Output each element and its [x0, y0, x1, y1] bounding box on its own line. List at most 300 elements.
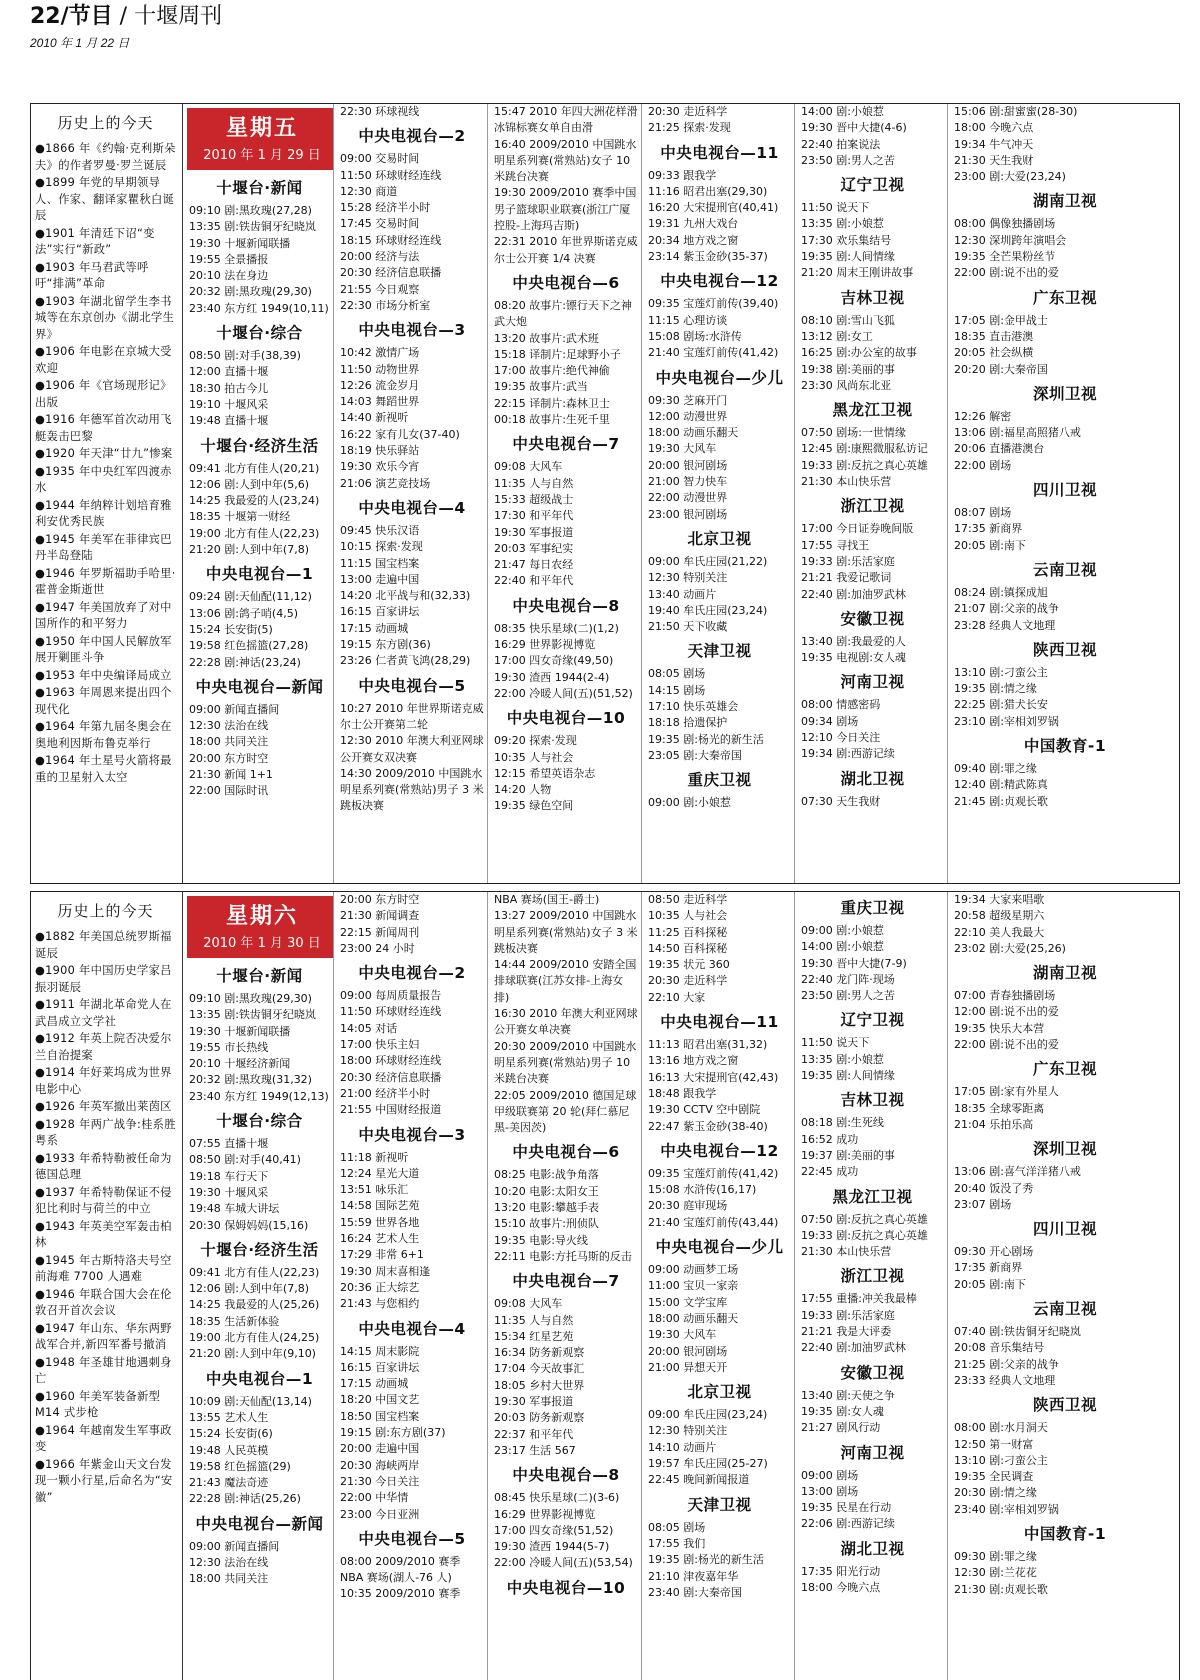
channel-heading: 中国教育-1 [1023, 737, 1107, 756]
program-listing: 08:20 故事片:镖行天下之神武大炮 [494, 298, 632, 329]
program-listing: 09:10 剧:黑玫瑰(29,30) [189, 992, 312, 1005]
program-listing: 23:07 剧场 [954, 1197, 1012, 1211]
program-listing: 09:34 剧场 [801, 714, 859, 728]
program-listing: 19:37 剧:美丽的事 [801, 1148, 895, 1162]
channel-heading: 湖北卫视 [840, 1539, 905, 1558]
history-item: ●1900 年中国历史学家吕振羽诞辰 [35, 964, 172, 994]
channel-heading: 河南卫视 [840, 673, 905, 692]
weekday-label: 星期五 [225, 116, 298, 141]
program-listing: 19:58 红色摇篮(27,28) [189, 639, 309, 653]
program-listing: 23:00 银河剧场 [648, 507, 728, 521]
channel-heading: 十堰台·经济生活 [200, 436, 319, 455]
program-listing: 17:00 四女奇缘(51,52) [494, 1523, 614, 1537]
program-listing: 11:15 心理访谈 [648, 313, 728, 327]
program-listing: 11:50 环球财经连线 [340, 1005, 442, 1019]
program-listing: 00:18 故事片:生死千里 [494, 413, 610, 427]
channel-heading: 吉林卫视 [840, 1091, 905, 1110]
program-listing: 15:08 剧场:水浒传 [648, 329, 742, 343]
channel-heading: 十堰台·新闻 [216, 967, 303, 985]
history-item: ●1882 年美国总统罗斯福诞辰 [35, 930, 172, 960]
program-listing: 19:00 北方有佳人(24,25) [189, 1331, 320, 1345]
program-listing: 19:35 剧:情之缘 [954, 682, 1037, 696]
program-listing: 16:30 2010 年澳大利亚网球公开赛女单决赛 [494, 1007, 638, 1037]
channel-heading: 陕西卫视 [1032, 640, 1097, 659]
channel-heading: 中央电视台—11 [660, 143, 779, 162]
program-listing: 17:00 四女奇缘(49,50) [494, 654, 614, 668]
program-listing: 09:00 剧:小娘惹 [801, 924, 884, 937]
program-listing: 20:20 剧:大秦帝国 [954, 362, 1048, 376]
history-item: ●1899 年党的早期领导人、作家、翻译家瞿秋白诞辰 [35, 176, 175, 222]
program-listing: 22:15 译制片:森林卫士 [494, 396, 610, 410]
history-item: ●1937 年希特勒保证不侵犯比利时与荷兰的中立 [35, 1185, 172, 1215]
program-listing: 15:24 长安街(6) [189, 1427, 273, 1441]
program-listing: 13:06 剧:福星高照猪八戒 [954, 426, 1081, 440]
channel-heading: 深圳卫视 [1032, 1140, 1097, 1159]
program-listing: 19:30 欢乐今宵 [340, 460, 420, 474]
program-listing: 23:00 今日亚洲 [340, 1507, 420, 1521]
history-item: ●1947 年山东、华东两野战军合并,新四军番号撤消 [35, 1321, 172, 1351]
channel-heading: 中央电视台—新闻 [195, 677, 324, 696]
program-listing: 22:00 国际时讯 [189, 784, 269, 798]
channel-heading: 中央电视台—8 [512, 596, 620, 615]
schedule-column [333, 892, 487, 1680]
program-listing: 08:05 剧场 [648, 667, 706, 681]
program-listing: 17:00 故事片:绝代神偷 [494, 364, 610, 378]
program-listing: 19:33 剧:乐活家庭 [801, 1308, 895, 1322]
program-listing: 18:48 跟我学 [648, 1086, 717, 1100]
program-listing: 09:45 快乐汉语 [340, 523, 420, 537]
program-listing: 22:47 紫玉金砂(38-40) [648, 1119, 768, 1133]
program-listing: 11:50 说天下 [801, 201, 870, 215]
program-listing: 16:15 百家讲坛 [340, 1360, 420, 1374]
program-listing: 19:30 十堰新闻联播 [189, 1024, 291, 1038]
program-listing: 22:37 和平年代 [494, 1427, 574, 1441]
program-listing: 19:18 车行天下 [189, 1169, 269, 1183]
program-listing: 19:30 军事报道 [494, 525, 574, 539]
program-listing: 09:33 跟我学 [648, 168, 717, 182]
program-listing: 19:58 红色摇篮(29) [189, 1459, 291, 1473]
program-listing: 20:36 正大综艺 [340, 1280, 420, 1294]
program-listing: 13:35 剧:铁齿铜牙纪晓岚 [189, 1008, 316, 1022]
program-listing: 17:05 剧:金甲战士 [954, 313, 1048, 327]
program-listing: 16:29 世界影视博览 [494, 1507, 596, 1521]
program-listing: 19:00 北方有佳人(22,23) [189, 526, 320, 540]
schedule-column [947, 104, 1179, 883]
program-listing: 21:30 新闻 1+1 [189, 768, 273, 782]
channel-heading: 天津卫视 [687, 642, 752, 661]
program-listing: 21:40 宝莲灯前传(43,44) [648, 1215, 779, 1229]
program-listing: 12:06 剧:人到中年(5,6) [189, 477, 309, 491]
program-listing: 12:24 星光大道 [340, 1166, 420, 1180]
program-listing: 16:15 百家讲坛 [340, 605, 420, 619]
program-listing: 09:10 剧:黑玫瑰(27,28) [189, 204, 312, 217]
program-listing: 19:30 2009/2010 赛季中国男子篮球职业联赛(浙江广厦控股-上海玛吉斯) [494, 186, 637, 233]
program-listing: 13:40 剧:天使之争 [801, 1388, 895, 1402]
program-listing: 21:20 剧:人到中年(7,8) [189, 543, 309, 557]
program-listing: 19:30 大风车 [648, 1328, 717, 1342]
program-listing: 07:40 剧:铁齿铜牙纪晓岚 [954, 1325, 1081, 1339]
program-listing: 23:00 24 小时 [340, 941, 415, 955]
program-listing: 08:05 剧场 [648, 1520, 706, 1534]
program-listing: 16:40 2009/2010 中国跳水明星系列赛(常熟站)女子 10 米跳台决赛 [494, 137, 637, 184]
channel-heading: 四川卫视 [1032, 481, 1097, 500]
program-listing: 22:45 成功 [801, 1165, 859, 1179]
history-item: ●1943 年英美空军轰击柏林 [35, 1219, 172, 1249]
program-listing: 20:30 经济信息联播 [340, 266, 442, 280]
program-listing: 19:34 剧:西游记续 [801, 747, 895, 761]
program-listing: 19:33 剧:乐活家庭 [801, 554, 895, 568]
channel-heading: 河南卫视 [840, 1443, 905, 1462]
channel-heading: 十堰台·经济生活 [200, 1240, 319, 1259]
history-item: ●1903 年湖北留学生李书城等在东京创办《湖北学生界》 [35, 294, 175, 341]
schedule-column [641, 892, 794, 1680]
program-listing: 10:35 人与社会 [494, 750, 574, 764]
program-listing: 22:10 美人我最大 [954, 925, 1045, 939]
program-listing: 19:30 晋中大捷(7-9) [801, 956, 907, 970]
program-listing: 20:05 剧:南下 [954, 1277, 1026, 1291]
program-listing: 20:00 银河剧场 [648, 1344, 728, 1358]
program-listing: 15:28 经济半小时 [340, 201, 431, 215]
channel-heading: 中央电视台—12 [660, 272, 779, 291]
program-listing: 21:50 天下收藏 [648, 620, 728, 634]
program-listing: 20:00 经济与法 [340, 250, 420, 264]
program-listing: 12:40 剧:精武陈真 [954, 778, 1048, 792]
program-listing: 23:40 剧:大秦帝国 [648, 1585, 742, 1599]
channel-heading: 广东卫视 [1032, 288, 1097, 307]
program-listing: 13:10 剧:刁蛮公主 [954, 665, 1048, 679]
program-listing: 23:14 紫玉金砂(35-37) [648, 250, 768, 264]
schedule-column [641, 104, 794, 883]
program-listing: 16:22 家有儿女(37-40) [340, 427, 460, 441]
program-listing: 07:30 天生我财 [801, 794, 881, 808]
program-listing: 22:40 和平年代 [494, 574, 574, 588]
history-item: ●1963 年周恩来提出四个现代化 [35, 686, 172, 716]
channel-heading: 十堰台·综合 [216, 324, 303, 343]
program-listing: 22:00 剧:说不出的爱 [954, 1038, 1059, 1052]
program-listing: 16:20 大宋提刑官(40,41) [648, 201, 779, 215]
program-listing: 09:08 大风车 [494, 460, 563, 474]
program-listing: 22:31 2010 年世界斯诺克威尔士公开赛 1/4 决赛 [494, 235, 638, 265]
program-listing: 21:00 经济半小时 [340, 1086, 431, 1100]
program-listing: 13:35 剧:小娘惹 [801, 217, 884, 231]
program-listing: 23:17 生活 567 [494, 1443, 576, 1457]
program-listing: 23:50 剧:男人之苦 [801, 153, 895, 167]
program-listing: 22:40 剧:加油罗武林 [801, 1341, 906, 1355]
program-listing: 20:30 剧:情之缘 [954, 1486, 1037, 1500]
program-listing: 09:30 芝麻开门 [648, 393, 728, 407]
program-listing: 19:48 车城大讲坛 [189, 1202, 280, 1216]
program-listing: 15:00 文学宝库 [648, 1295, 728, 1309]
program-listing: 11:13 昭君出塞(31,32) [648, 1038, 768, 1052]
program-listing: 19:40 牟氏庄园(23,24) [648, 603, 768, 617]
program-listing: 23:26 仁者黄飞鸿(28,29) [340, 654, 471, 668]
program-listing: 22:00 冷暖人间(五)(51,52) [494, 686, 633, 700]
history-item: ●1964 年土星号火箭将最重的卫星射入太空 [35, 754, 172, 784]
program-listing: 14:20 人物 [494, 783, 552, 797]
program-listing: 11:35 人与自然 [494, 476, 574, 490]
channel-heading: 中央电视台—6 [512, 1143, 620, 1162]
program-listing: 15:33 超级战士 [494, 492, 574, 506]
program-listing: 13:16 地方戏之窗 [648, 1054, 739, 1068]
program-listing: 09:00 每周质量报告 [340, 989, 442, 1003]
program-listing: 19:48 直播十堰 [189, 414, 269, 428]
channel-heading: 深圳卫视 [1032, 384, 1097, 403]
history-item: ●1906 年电影在京城大受欢迎 [35, 345, 172, 375]
program-listing: 19:35 电视剧:女人魂 [801, 651, 906, 665]
program-listing: 12:30 法治在线 [189, 719, 269, 733]
channel-heading: 中央电视台—7 [512, 435, 620, 454]
program-listing: 23:00 剧:大爱(23,24) [954, 170, 1066, 184]
channel-heading: 中国教育-1 [1023, 1525, 1107, 1544]
day-block-saturday [30, 891, 1180, 1680]
program-listing: 20:58 超级星期六 [954, 909, 1045, 923]
channel-heading: 中央电视台—少儿 [655, 1238, 784, 1257]
program-listing: 08:25 电影:战争角落 [494, 1168, 599, 1182]
program-listing: 19:35 剧:人间情缘 [801, 250, 895, 264]
program-listing: 22:00 剧场 [954, 458, 1012, 472]
publication-name: 十堰周刊 [134, 4, 223, 29]
program-listing: 19:30 渣西 1944(5-7) [494, 1540, 610, 1554]
program-listing: 14:15 剧场 [648, 683, 706, 697]
channel-heading: 中央电视台—5 [358, 676, 466, 695]
program-listing: 19:10 十堰风采 [189, 397, 269, 411]
program-listing: 18:19 快乐驿站 [340, 444, 420, 458]
program-listing: 22:28 剧:神话(23,24) [189, 655, 301, 669]
history-item: ●1916 年德军首次动用飞艇轰击巴黎 [35, 413, 172, 443]
channel-heading: 云南卫视 [1032, 560, 1097, 579]
channel-heading: 中央电视台—5 [358, 1529, 466, 1548]
program-listing: 08:10 剧:雪山飞狐 [801, 313, 895, 327]
program-listing: 15:59 世界各地 [340, 1215, 420, 1229]
program-listing: 12:45 剧:康熙微服私访记 [801, 442, 928, 456]
program-listing: 22:10 大家 [648, 990, 706, 1004]
channel-heading: 中央电视台—6 [512, 273, 620, 292]
channel-heading: 中央电视台—3 [358, 321, 466, 340]
schedule-column [487, 892, 641, 1680]
program-listing: 17:55 重播:冲关我最棒 [801, 1292, 917, 1306]
channel-heading: 中央电视台—3 [358, 1125, 466, 1144]
history-item: ●1903 年马君武等呼吁“排满”革命 [35, 260, 149, 290]
program-listing: 23:40 东方红 1949(12,13) [189, 1089, 329, 1103]
program-listing: NBA 赛场(国王-爵士) [494, 893, 600, 906]
history-item: ●1947 年美国放弃了对中国所作的和平努力 [35, 600, 172, 630]
program-listing: 23:02 剧:大爱(25,26) [954, 941, 1066, 955]
program-listing: 21:43 魔法奇迹 [189, 1476, 269, 1490]
program-listing: 14:40 新视听 [340, 411, 409, 425]
program-listing: 19:30 十堰新闻联播 [189, 236, 291, 250]
program-listing: 18:20 中国文艺 [340, 1393, 420, 1407]
program-listing: 15:24 长安街(5) [189, 622, 273, 636]
program-listing: 18:35 生活新体验 [189, 1314, 280, 1328]
program-listing: 17:35 新商界 [954, 522, 1023, 536]
program-listing: 18:05 乡村大世界 [494, 1378, 585, 1392]
program-listing: 08:18 剧:生死线 [801, 1116, 884, 1130]
program-listing: 08:00 2009/2010 赛季 NBA 赛场(湖人-76 人) [340, 1554, 461, 1585]
day-header [187, 896, 333, 958]
program-listing: 18:18 拾遗保护 [648, 716, 728, 730]
program-listing: 11:16 昭君出塞(29,30) [648, 184, 768, 198]
history-title: 历史上的今天 [57, 902, 154, 920]
history-item: ●1964 年第九届冬奥会在奥地利因斯布鲁克举行 [35, 720, 172, 750]
program-listing: 21:45 剧:贞观长歌 [954, 794, 1048, 808]
program-listing: 19:15 剧:东方剧(37) [340, 1426, 446, 1440]
program-listing: 20:05 剧:南下 [954, 538, 1026, 552]
program-listing: 14:15 周末影院 [340, 1344, 420, 1358]
channel-heading: 十堰台·综合 [216, 1112, 303, 1131]
program-listing: 20:30 走近科学 [648, 974, 728, 988]
program-listing: 12:06 剧:人到中年(7,8) [189, 1282, 309, 1296]
program-listing: 15:06 剧:甜蜜蜜(28-30) [954, 105, 1078, 118]
program-listing: 19:33 剧:反抗之真心英雄 [801, 458, 928, 472]
program-listing: 21:25 探索·发现 [648, 121, 731, 135]
history-item: ●1914 年好莱坞成为世界电影中心 [35, 1066, 172, 1096]
channel-heading: 湖南卫视 [1032, 964, 1097, 983]
channel-heading: 中央电视台—12 [660, 1141, 779, 1160]
program-listing: 08:00 剧:水月洞天 [954, 1421, 1048, 1435]
program-listing: 23:10 剧:宰相刘罗锅 [954, 714, 1059, 728]
program-listing: 19:30 十堰风采 [189, 1185, 269, 1199]
history-item: ●1933 年希特勒被任命为德国总理 [35, 1151, 172, 1181]
program-listing: 11:18 新视听 [340, 1150, 409, 1164]
program-listing: 17:30 欢乐集结号 [801, 233, 892, 247]
program-listing: 09:41 北方有佳人(22,23) [189, 1265, 320, 1279]
channel-heading: 中央电视台—4 [358, 1319, 466, 1338]
program-listing: 14:25 我最爱的人(23,24) [189, 494, 320, 508]
program-listing: 23:40 东方红 1949(10,11) [189, 301, 329, 315]
program-listing: 22:30 环球视线 [340, 105, 420, 118]
program-listing: 14:30 2009/2010 中国跳水明星系列赛(常熟站)男子 3 米跳板决赛 [340, 766, 484, 813]
program-listing: 21:30 本山快乐营 [801, 475, 892, 489]
program-listing: 20:05 社会纵横 [954, 346, 1034, 360]
program-listing: 21:25 剧:父亲的战争 [954, 1357, 1059, 1371]
program-listing: 19:48 人民英模 [189, 1443, 269, 1457]
program-listing: 20:06 直播港澳台 [954, 442, 1045, 456]
channel-heading: 中央电视台—1 [205, 565, 314, 584]
program-listing: 21:21 我爱记歌词 [801, 571, 892, 585]
program-listing: 17:29 非常 6+1 [340, 1248, 424, 1262]
schedule-column [794, 104, 947, 883]
program-listing: 22:40 龙门阵·现场 [801, 972, 895, 986]
program-listing: 10:09 剧:天仙配(13,14) [189, 1394, 312, 1408]
program-listing: 19:57 牟氏庄园(25-27) [648, 1457, 768, 1471]
program-listing: 20:30 经济信息联播 [340, 1070, 442, 1084]
program-listing: 14:20 北平战与和(32,33) [340, 589, 471, 603]
program-listing: 23:28 经典人文地理 [954, 618, 1056, 632]
page-number: 22/ [30, 4, 69, 29]
history-item: ●1966 年紫金山天文台发现一颗小行星,后命名为“安徽” [35, 1457, 173, 1504]
channel-heading: 天津卫视 [687, 1495, 752, 1514]
history-item: ●1944 年纳粹计划培育雅利安优秀民族 [35, 498, 172, 528]
program-listing: 14:00 剧:小娘惹 [801, 940, 884, 954]
history-sidebar [31, 104, 183, 883]
program-listing: 19:30 CCTV 空中剧院 [648, 1103, 761, 1117]
program-listing: 20:32 剧:黑玫瑰(31,32) [189, 1073, 312, 1087]
program-listing: 19:35 剧:杨光的新生活 [648, 732, 764, 746]
program-listing: 14:58 国际艺苑 [340, 1199, 420, 1213]
program-listing: 15:47 2010 年四大洲花样滑冰锦标赛女单自由滑 [494, 105, 638, 135]
program-listing: 19:35 民星在行动 [801, 1501, 892, 1515]
program-listing: 18:00 今晚六点 [801, 1581, 881, 1595]
program-listing: 20:03 防务新观察 [494, 1411, 585, 1425]
channel-heading: 重庆卫视 [687, 771, 752, 790]
channel-heading: 北京卫视 [687, 1383, 752, 1402]
program-listing: 08:50 剧:对手(38,39) [189, 349, 301, 363]
page-header [30, 4, 1180, 30]
channel-heading: 吉林卫视 [840, 288, 905, 307]
program-listing: 16:24 艺术人生 [340, 1232, 420, 1246]
channel-heading: 陕西卫视 [1032, 1396, 1097, 1415]
program-listing: 13:40 动画片 [648, 587, 717, 601]
program-listing: 12:50 第一财富 [954, 1437, 1034, 1451]
program-listing: 22:40 拍案说法 [801, 137, 881, 151]
program-listing: 12:30 特别关注 [648, 571, 728, 585]
program-listing: 09:30 剧:罪之缘 [954, 1550, 1037, 1564]
program-listing: 13:51 咏乐汇 [340, 1183, 409, 1197]
program-listing: 19:30 渣西 1944(2-4) [494, 670, 610, 684]
channel-heading: 中央电视台—新闻 [195, 1514, 324, 1533]
program-listing: 21:30 今日关注 [340, 1474, 420, 1488]
channel-heading: 重庆卫视 [840, 899, 905, 917]
program-listing: 22:00 中华情 [340, 1491, 409, 1505]
program-listing: 22:00 冷暖人间(五)(53,54) [494, 1556, 633, 1570]
program-listing: 13:35 剧:小娘惹 [801, 1052, 884, 1066]
program-listing: 17:30 和平年代 [494, 509, 574, 523]
program-listing: 20:34 地方戏之窗 [648, 233, 739, 247]
program-listing: 17:35 新商界 [954, 1261, 1023, 1275]
program-listing: 18:35 十堰第一财经 [189, 510, 291, 524]
history-item: ●1912 年英上院否决爱尔兰自治提案 [35, 1032, 172, 1062]
program-listing: 18:30 拍古今儿 [189, 381, 269, 395]
section-name: 节目 [68, 4, 113, 29]
program-listing: 14:00 剧:小娘惹 [801, 105, 884, 118]
program-listing: 19:33 剧:反抗之真心英雄 [801, 1228, 928, 1242]
history-item: ●1964 年越南发生军事政变 [35, 1423, 172, 1453]
program-listing: 15:18 译制片:足球野小子 [494, 347, 621, 361]
program-listing: 11:15 国宝档案 [340, 556, 420, 570]
program-listing: 16:29 世界影视博览 [494, 638, 596, 652]
program-listing: 20:30 2009/2010 中国跳水明星系列赛(常熟站)男子 10 米跳台决赛 [494, 1039, 637, 1086]
program-listing: 13:40 剧:我最爱的人 [801, 634, 906, 648]
program-listing: 17:55 我们 [648, 1536, 706, 1550]
channel-heading: 辽宁卫视 [840, 1011, 905, 1030]
program-listing: 19:30 晋中大捷(4-6) [801, 121, 907, 135]
program-listing: 21:00 智力快车 [648, 475, 728, 489]
program-listing: 07:00 青春独播剧场 [954, 989, 1056, 1003]
program-listing: 20:10 法在身边 [189, 269, 269, 283]
program-listing: 19:30 军事报道 [494, 1395, 574, 1409]
program-listing: 21:43 与您相约 [340, 1297, 420, 1311]
program-listing: 21:10 津夜嘉年华 [648, 1569, 739, 1583]
channel-heading: 中央电视台—1 [205, 1369, 314, 1388]
program-listing: 11:25 百科探秘 [648, 925, 728, 939]
channel-heading: 湖南卫视 [1032, 192, 1097, 211]
program-listing: 19:31 九州大戏台 [648, 217, 739, 231]
program-listing: 12:10 今日关注 [801, 731, 881, 745]
program-listing: 16:52 成功 [801, 1132, 859, 1146]
program-listing: 15:10 故事片:刑侦队 [494, 1217, 599, 1231]
program-listing: 15:08 水浒传(16,17) [648, 1183, 757, 1197]
program-listing: 15:34 红星艺苑 [494, 1329, 574, 1343]
program-listing: 11:50 环球财经连线 [340, 168, 442, 182]
program-listing: 08:00 情感密码 [801, 698, 881, 712]
program-listing: 17:10 快乐英雄会 [648, 700, 739, 714]
history-title: 历史上的今天 [57, 114, 154, 132]
program-listing: 14:50 百科探秘 [648, 941, 728, 955]
program-listing: 11:50 说天下 [801, 1036, 870, 1050]
program-listing: 19:35 绿色空间 [494, 799, 574, 813]
program-listing: 19:30 大风车 [648, 442, 717, 456]
program-listing: 19:55 市长热线 [189, 1040, 269, 1054]
